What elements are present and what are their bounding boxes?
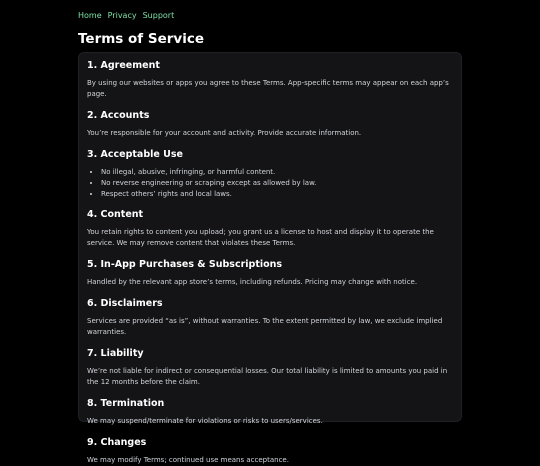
- page-title: Terms of Service: [78, 31, 205, 47]
- section-text: You’re responsible for your account and activity. Provide accurate information.: [87, 129, 362, 137]
- section-acceptable-use: [87, 148, 453, 200]
- section-text: By using our websites or apps you agree to these Terms. App-specific terms may appear on each app’s page.: [87, 79, 449, 98]
- section-heading: 7. Liability: [87, 348, 144, 359]
- section-heading: 6. Disclaimers: [87, 298, 163, 309]
- section-text: Handled by the relevant app store’s terms, including refunds. Pricing may change with notice.: [87, 278, 418, 286]
- section-heading: 5. In-App Purchases & Subscriptions: [87, 259, 283, 270]
- section-heading: 2. Accounts: [87, 110, 150, 121]
- section-text: We’re not liable for indirect or consequential losses. Our total liability is limited to amounts you paid in the 12 months before the claim.: [87, 367, 448, 386]
- acceptable-use-list: [87, 167, 453, 200]
- section-heading: 3. Acceptable Use: [87, 149, 183, 160]
- section-agreement: [87, 59, 453, 100]
- list-item: • No illegal, abusive, infringing, or harmful content.: [101, 167, 453, 178]
- section-disclaimers: [87, 297, 453, 338]
- list-item: • No reverse engineering or scraping except as allowed by law.: [101, 178, 453, 189]
- section-text: Services are provided “as is”, without warranties. To the extent permitted by law, we exclude implied warranties.: [87, 317, 443, 336]
- section-heading: 4. Content: [87, 209, 144, 220]
- section-content: [87, 208, 453, 249]
- nav-link-home[interactable]: Home: [78, 11, 102, 20]
- section-termination: [87, 397, 453, 427]
- section-in-app-purchases: [87, 258, 453, 288]
- section-changes: [87, 436, 453, 466]
- section-heading: 8. Termination: [87, 398, 165, 409]
- section-heading: 1. Agreement: [87, 60, 160, 71]
- section-heading: 9. Changes: [87, 437, 147, 448]
- top-nav: [78, 11, 174, 21]
- terms-card: [78, 52, 462, 464]
- section-liability: [87, 347, 453, 388]
- list-item: • Respect others’ rights and local laws.: [101, 189, 453, 200]
- nav-link-privacy[interactable]: Privacy: [107, 11, 137, 20]
- section-accounts: [87, 109, 453, 139]
- section-text: You retain rights to content you upload; you grant us a license to host and display it to operate the service. We may remove content that violates these Terms.: [87, 228, 434, 247]
- section-text: We may modify Terms; continued use means acceptance.: [87, 456, 289, 464]
- section-text: We may suspend/terminate for violations or risks to users/services.: [87, 417, 323, 425]
- nav-link-support[interactable]: Support: [142, 11, 175, 20]
